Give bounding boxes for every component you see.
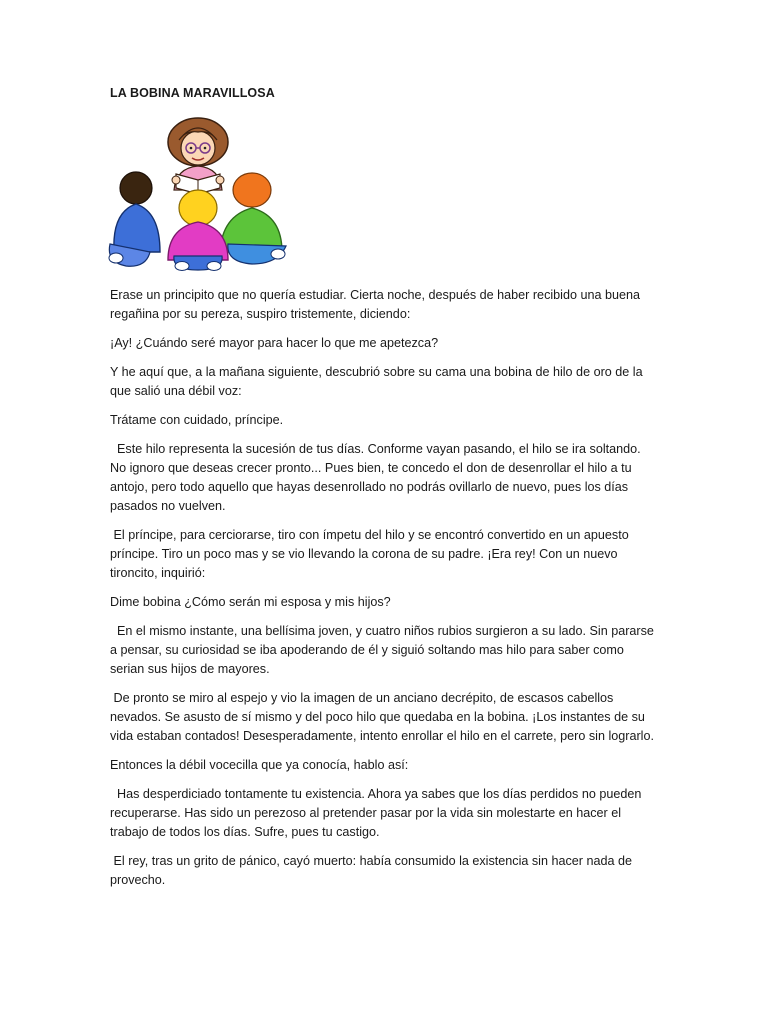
paragraph: Entonces la débil vocecilla que ya conocía, hablo así: (110, 758, 409, 772)
paragraph: El príncipe, para cerciorarse, tiro con ímpetu del hilo y se encontró convertido en un apuesto príncipe. Tiro un poco mas y se vio llevando la corona de su padre. ¡Era rey! Con un nuevo tironcito, inquirió: (110, 528, 633, 580)
paragraph: Has desperdiciado tontamente tu existencia. Ahora ya sabes que los días perdidos no pueden recuperarse. Has sido un perezoso al pretender pasar por la vida sin molestarte en hacer el trabajo de todos los días. Sufre, pues tu castigo. (110, 787, 645, 839)
child-green-figure (220, 173, 286, 264)
teacher-figure (168, 118, 228, 194)
paragraph: De pronto se miro al espejo y vio la imagen de un anciano decrépito, de escasos cabellos nevados. Se asusto de sí mismo y del poco hilo que quedaba en la bobina. ¡Los instantes de su vida estaban contados! Desesperadamente, intento enrollar el hilo en el carrete, pero sin lograrlo. (110, 691, 654, 743)
paragraph: El rey, tras un grito de pánico, cayó muerto: había consumido la existencia sin hacer nada de provecho. (110, 854, 636, 887)
paragraph: Y he aquí que, a la mañana siguiente, descubrió sobre su cama una bobina de hilo de oro de la que salió una débil voz: (110, 365, 647, 398)
paragraph: Trátame con cuidado, príncipe. (110, 413, 284, 427)
child-pink-figure (168, 190, 228, 271)
paragraph: En el mismo instante, una bellísima joven, y cuatro niños rubios surgieron a su lado. Sin pararse a pensar, su curiosidad se iba apoderando de él y siguió soltando mas hilo para saber como serian sus hijos de mayores. (110, 624, 658, 676)
paragraph: Dime bobina ¿Cómo serán mi esposa y mis hijos? (110, 595, 391, 609)
document-body (110, 286, 658, 900)
paragraph: ¡Ay! ¿Cuándo seré mayor para hacer lo que me apetezca? (110, 336, 439, 350)
document-title: LA BOBINA MARAVILLOSA (110, 86, 275, 100)
child-blue-figure (109, 172, 160, 266)
paragraph: Este hilo representa la sucesión de tus días. Conforme vayan pasando, el hilo se ira soltando. No ignoro que deseas crecer pronto... Pues bien, te concedo el don de desenrollar el hilo a tu antojo, pero todo aquello que hayas desenrollado no podrás ovillarlo de nuevo, pues los días pasados no vuelven. (110, 442, 645, 513)
teacher-reading-to-children-icon (106, 112, 290, 272)
paragraph: Erase un principito que no quería estudiar. Cierta noche, después de haber recibido una buena regañina por su pereza, suspiro tristemente, diciendo: (110, 288, 644, 321)
